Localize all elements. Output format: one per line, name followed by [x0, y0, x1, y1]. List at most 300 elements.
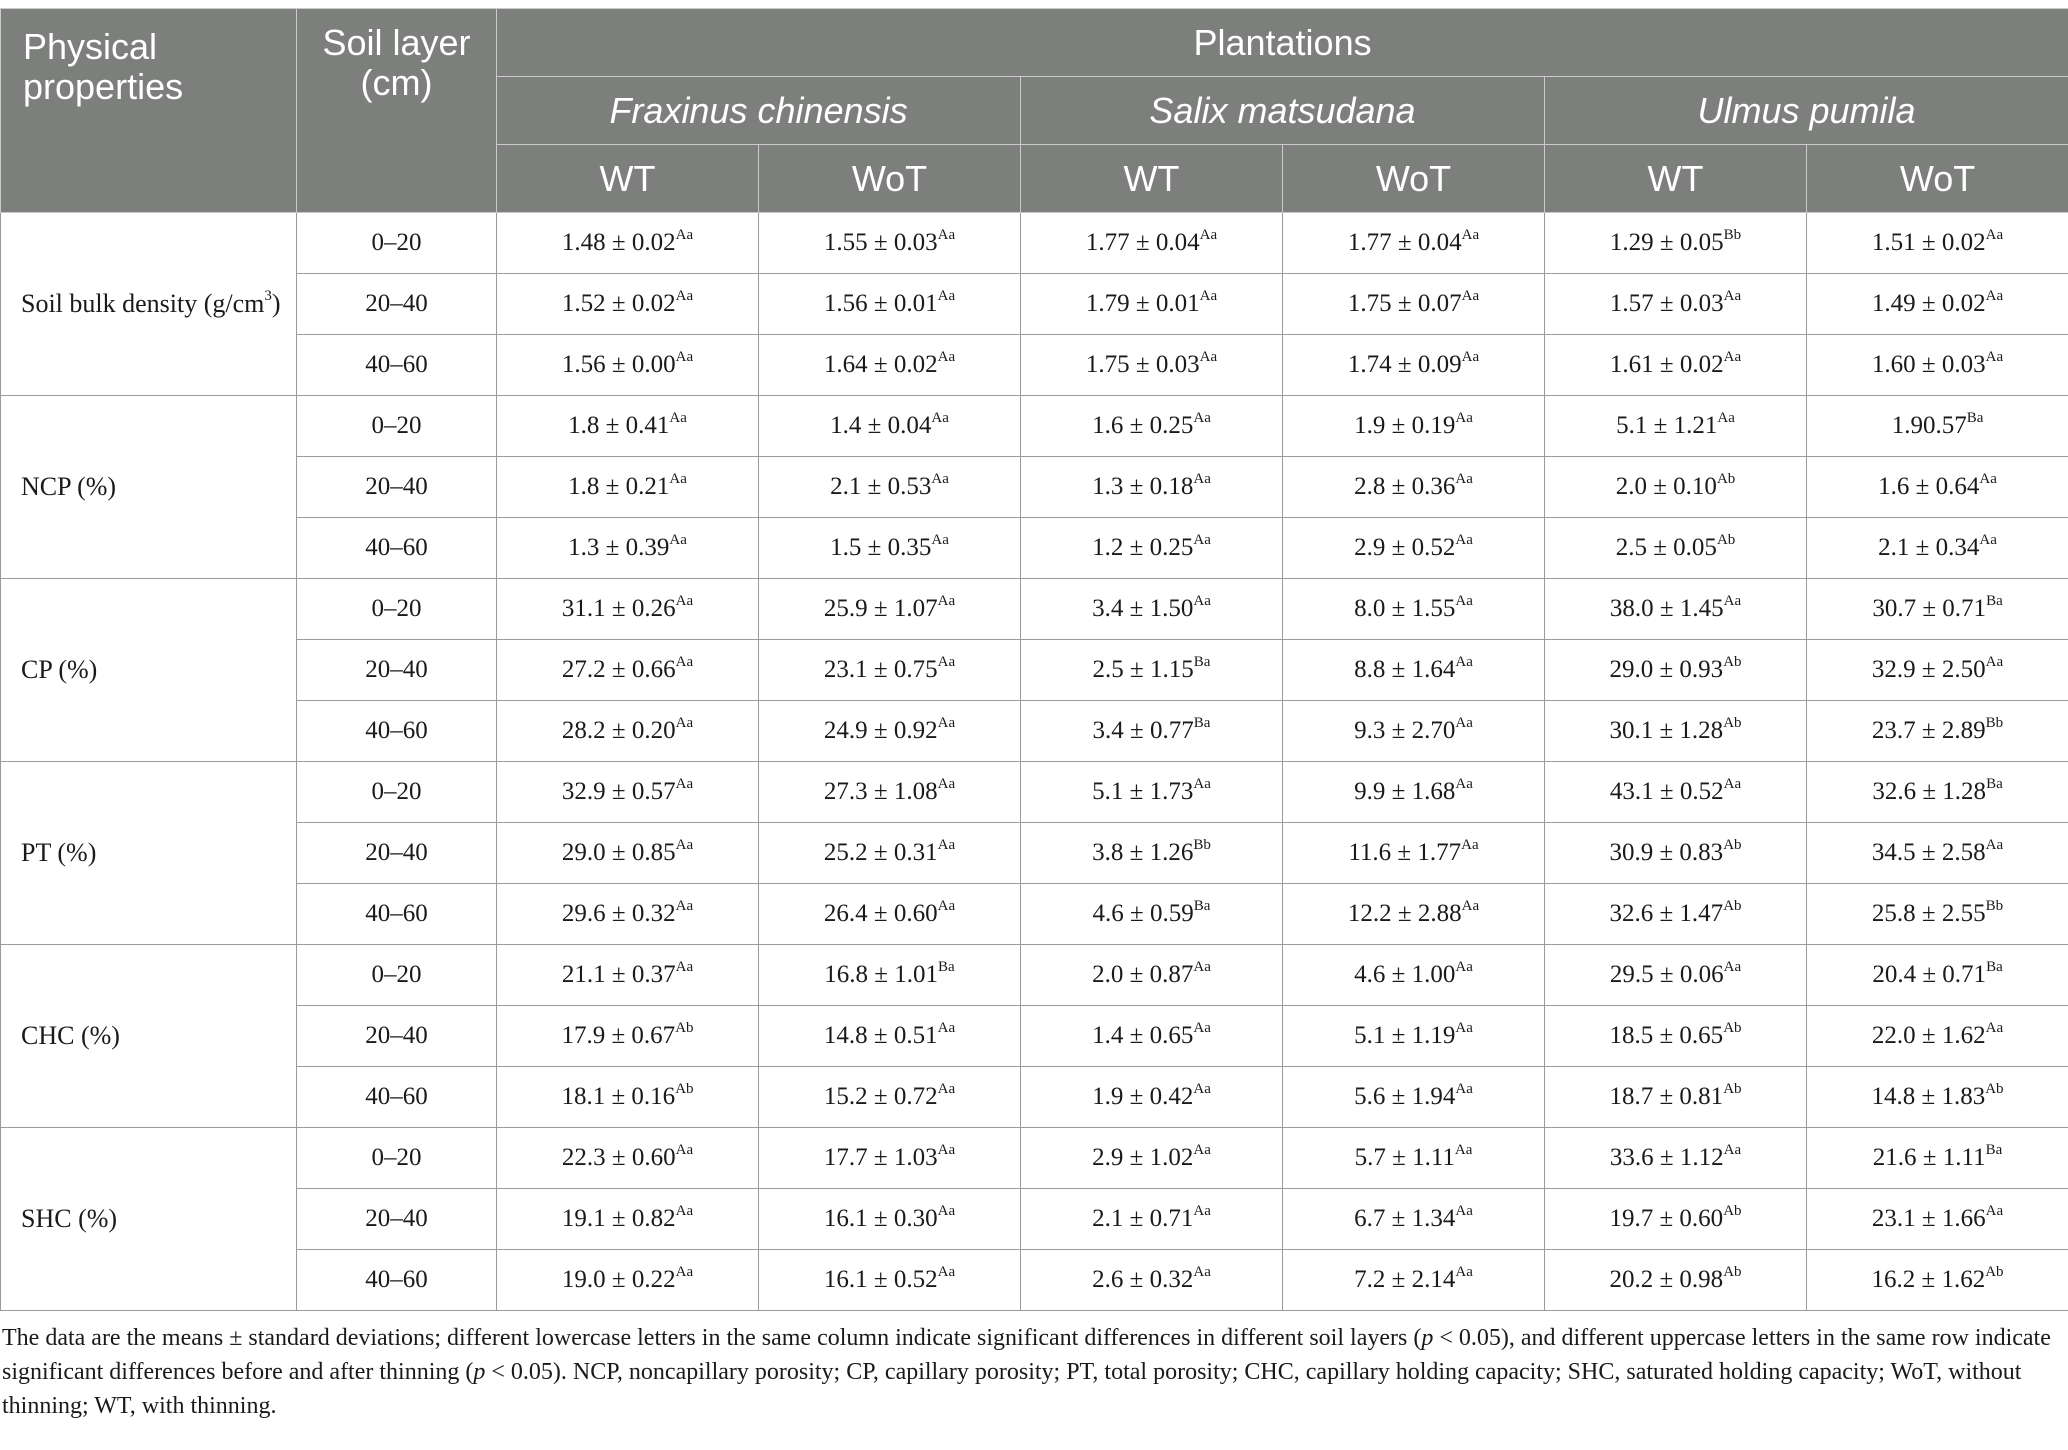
significance-letters: Ba	[1193, 897, 1211, 914]
cell-value: 30.9 ± 0.83	[1609, 839, 1724, 866]
significance-letters: Aa	[1455, 531, 1473, 548]
cell-value: 2.0 ± 0.87	[1092, 961, 1194, 988]
table-row	[1, 884, 2068, 945]
significance-letters: Aa	[1455, 1080, 1473, 1097]
data-cell	[497, 701, 759, 762]
significance-letters: Aa	[937, 836, 956, 853]
cell-value: 24.9 ± 0.92	[823, 717, 938, 744]
significance-letters: Aa	[675, 897, 694, 914]
cell-value: 1.56 ± 0.00	[561, 351, 676, 378]
data-cell	[1807, 335, 2068, 396]
data-cell	[1807, 1128, 2068, 1189]
property-name: CP (%)	[21, 655, 98, 684]
data-cell	[1283, 823, 1545, 884]
significance-letters: Ba	[1966, 409, 1984, 426]
property-name: SHC (%)	[21, 1204, 118, 1233]
cell-value: 1.6 ± 0.64	[1878, 473, 1980, 500]
data-cell	[1283, 701, 1545, 762]
cell-value: 3.4 ± 1.50	[1092, 595, 1194, 622]
data-cell	[497, 884, 759, 945]
significance-letters: Aa	[1193, 1263, 1211, 1280]
significance-letters: Aa	[937, 1202, 956, 1219]
data-cell	[759, 457, 1021, 518]
soil-physical-properties-table	[0, 8, 2068, 1311]
cell-value: 16.2 ± 1.62	[1871, 1266, 1986, 1293]
data-cell	[1807, 640, 2068, 701]
significance-letters: Aa	[1193, 1080, 1211, 1097]
cell-value: 2.5 ± 1.15	[1092, 656, 1194, 683]
table-row	[1, 701, 2068, 762]
significance-letters: Aa	[675, 348, 694, 365]
significance-letters: Aa	[931, 531, 949, 548]
table-container	[0, 8, 2068, 1423]
data-cell	[1807, 1189, 2068, 1250]
cell-value: 6.7 ± 1.34	[1354, 1205, 1456, 1232]
cell-value: 2.9 ± 0.52	[1354, 534, 1456, 561]
significance-letters: Aa	[937, 775, 956, 792]
data-cell	[1021, 396, 1283, 457]
cell-value: 5.7 ± 1.11	[1354, 1144, 1455, 1171]
cell-value: 22.3 ± 0.60	[561, 1144, 676, 1171]
data-cell	[759, 396, 1021, 457]
data-cell	[1021, 762, 1283, 823]
significance-letters: Ab	[1716, 470, 1736, 487]
data-cell	[1545, 518, 1807, 579]
header-physical-properties: Physical properties	[1, 9, 297, 213]
cell-value: 14.8 ± 1.83	[1871, 1083, 1986, 1110]
soil-layer-cell: 20–40	[297, 1189, 497, 1250]
significance-letters: Aa	[675, 592, 694, 609]
cell-value: 1.9 ± 0.42	[1092, 1083, 1194, 1110]
significance-letters: Ab	[1723, 836, 1742, 853]
significance-letters: Aa	[1193, 1202, 1211, 1219]
data-cell	[1807, 884, 2068, 945]
significance-letters: Aa	[1985, 287, 2004, 304]
cell-value: 31.1 ± 0.26	[561, 595, 676, 622]
significance-letters: Aa	[937, 348, 956, 365]
significance-letters: Aa	[1455, 470, 1473, 487]
significance-letters: Aa	[1985, 653, 2004, 670]
significance-letters: Bb	[1985, 714, 2004, 731]
data-cell	[759, 701, 1021, 762]
data-cell	[1021, 274, 1283, 335]
significance-letters: Aa	[1193, 470, 1211, 487]
significance-letters: Aa	[1723, 592, 1742, 609]
data-cell	[1021, 1067, 1283, 1128]
soil-layer-cell: 40–60	[297, 518, 497, 579]
data-cell	[1545, 884, 1807, 945]
data-cell	[1807, 945, 2068, 1006]
data-cell	[1545, 396, 1807, 457]
table-row	[1, 213, 2068, 274]
significance-letters: Ba	[1193, 714, 1211, 731]
cell-value: 19.7 ± 0.60	[1609, 1205, 1724, 1232]
significance-letters: Ba	[938, 958, 955, 975]
significance-letters: Aa	[937, 287, 956, 304]
significance-letters: Aa	[937, 897, 956, 914]
table-row	[1, 457, 2068, 518]
significance-letters: Aa	[1455, 1019, 1473, 1036]
significance-letters: Aa	[675, 836, 694, 853]
significance-letters: Ab	[1723, 897, 1742, 914]
cell-value: 18.5 ± 0.65	[1609, 1022, 1724, 1049]
data-cell	[1283, 274, 1545, 335]
significance-letters: Aa	[1454, 1141, 1473, 1158]
cell-value: 2.0 ± 0.10	[1615, 473, 1717, 500]
cell-value: 25.9 ± 1.07	[823, 595, 938, 622]
cell-value: 1.77 ± 0.04	[1347, 229, 1462, 256]
table-row	[1, 274, 2068, 335]
significance-letters: Ba	[1986, 592, 2003, 609]
data-cell	[1021, 945, 1283, 1006]
table-row	[1, 1067, 2068, 1128]
cell-value: 1.9 ± 0.19	[1354, 412, 1456, 439]
significance-letters: Ab	[675, 1019, 694, 1036]
cell-value: 30.7 ± 0.71	[1872, 595, 1987, 622]
cell-value: 22.0 ± 1.62	[1871, 1022, 1986, 1049]
significance-letters: Aa	[1455, 1263, 1473, 1280]
data-cell	[1021, 335, 1283, 396]
data-cell	[1545, 945, 1807, 1006]
data-cell	[1283, 1250, 1545, 1311]
cell-value: 1.8 ± 0.41	[568, 412, 670, 439]
soil-layer-cell: 40–60	[297, 1250, 497, 1311]
data-cell	[1283, 1128, 1545, 1189]
data-cell	[1283, 1006, 1545, 1067]
soil-layer-cell: 0–20	[297, 762, 497, 823]
footnote-text: < 0.05). NCP, noncapillary porosity; CP, capillary porosity; PT, total porosity; CHC, capillary holding capacity; SHC, saturated holding capacity; WoT, without thinning; WT, with thinning.	[2, 1359, 2022, 1419]
data-cell	[497, 640, 759, 701]
data-cell	[1283, 884, 1545, 945]
significance-letters: Aa	[1199, 348, 1218, 365]
footnote-text: < 0.05), and different uppercase letters in the same row indicate significant differences before and after thinning (	[2, 1325, 2051, 1385]
significance-letters: Aa	[931, 470, 949, 487]
significance-letters: Aa	[937, 653, 956, 670]
significance-letters: Aa	[937, 1263, 956, 1280]
soil-layer-cell: 40–60	[297, 884, 497, 945]
cell-value: 5.1 ± 1.73	[1092, 778, 1194, 805]
data-cell	[497, 945, 759, 1006]
table-row	[1, 1006, 2068, 1067]
cell-value: 1.4 ± 0.65	[1092, 1022, 1194, 1049]
header-species-salix: Salix matsudana	[1021, 77, 1545, 145]
data-cell	[1807, 213, 2068, 274]
data-cell	[1021, 213, 1283, 274]
cell-value: 18.1 ± 0.16	[561, 1083, 676, 1110]
header-treatment: WT	[1545, 145, 1807, 213]
header-treatment: WoT	[1807, 145, 2068, 213]
data-cell	[497, 823, 759, 884]
cell-value: 1.61 ± 0.02	[1609, 351, 1724, 378]
property-label	[1, 762, 297, 945]
header-treatment: WoT	[759, 145, 1021, 213]
cell-value: 1.29 ± 0.05	[1609, 229, 1724, 256]
significance-letters: Ab	[1985, 1080, 2004, 1097]
data-cell	[1807, 1006, 2068, 1067]
significance-letters: Aa	[1461, 836, 1479, 853]
significance-letters: Ab	[1985, 1263, 2004, 1280]
significance-letters: Aa	[1985, 348, 2004, 365]
significance-letters: Bb	[1193, 836, 1211, 853]
data-cell	[1021, 518, 1283, 579]
cell-value: 1.52 ± 0.02	[561, 290, 676, 317]
cell-value: 29.5 ± 0.06	[1609, 961, 1724, 988]
significance-letters: Aa	[675, 714, 694, 731]
cell-value: 20.4 ± 0.71	[1872, 961, 1987, 988]
significance-letters: Aa	[675, 226, 694, 243]
header-treatment: WT	[497, 145, 759, 213]
cell-value: 9.9 ± 1.68	[1354, 778, 1456, 805]
data-cell	[1021, 884, 1283, 945]
significance-letters: Aa	[1723, 1141, 1742, 1158]
significance-letters: Aa	[937, 1019, 956, 1036]
soil-layer-cell: 0–20	[297, 1128, 497, 1189]
cell-value: 2.6 ± 0.32	[1092, 1266, 1194, 1293]
significance-letters: Aa	[1985, 836, 2004, 853]
cell-value: 33.6 ± 1.12	[1609, 1144, 1724, 1171]
data-cell	[759, 640, 1021, 701]
significance-letters: Aa	[1985, 226, 2004, 243]
soil-layer-cell: 40–60	[297, 701, 497, 762]
data-cell	[759, 1250, 1021, 1311]
significance-letters: Aa	[937, 714, 956, 731]
data-cell	[1283, 1067, 1545, 1128]
cell-value: 2.1 ± 0.34	[1878, 534, 1980, 561]
cell-value: 1.60 ± 0.03	[1871, 351, 1986, 378]
significance-letters: Aa	[1193, 958, 1211, 975]
significance-letters: Aa	[675, 775, 694, 792]
significance-letters: Ba	[1986, 958, 2003, 975]
cell-value: 5.1 ± 1.21	[1616, 412, 1718, 439]
table-body	[1, 213, 2068, 1311]
data-cell	[497, 335, 759, 396]
data-cell	[1545, 457, 1807, 518]
property-label	[1, 945, 297, 1128]
significance-letters: Aa	[937, 226, 956, 243]
significance-letters: Aa	[1461, 226, 1480, 243]
cell-value: 1.2 ± 0.25	[1092, 534, 1194, 561]
significance-letters: Bb	[1985, 897, 2004, 914]
cell-value: 1.49 ± 0.02	[1871, 290, 1986, 317]
data-cell	[1545, 762, 1807, 823]
significance-letters: Aa	[1461, 897, 1480, 914]
cell-value: 19.0 ± 0.22	[561, 1266, 676, 1293]
cell-value: 29.0 ± 0.93	[1609, 656, 1724, 683]
header-treatment: WoT	[1283, 145, 1545, 213]
data-cell	[1021, 579, 1283, 640]
soil-layer-cell: 20–40	[297, 640, 497, 701]
data-cell	[759, 335, 1021, 396]
data-cell	[1545, 1189, 1807, 1250]
cell-value: 25.2 ± 0.31	[823, 839, 938, 866]
cell-value: 7.2 ± 2.14	[1354, 1266, 1456, 1293]
data-cell	[1283, 640, 1545, 701]
header-plantations: Plantations	[497, 9, 2068, 77]
cell-value: 38.0 ± 1.45	[1609, 595, 1724, 622]
data-cell	[1807, 579, 2068, 640]
significance-letters: Aa	[675, 1263, 694, 1280]
cell-value: 5.1 ± 1.19	[1354, 1022, 1456, 1049]
data-cell	[497, 457, 759, 518]
significance-letters: Aa	[1193, 409, 1211, 426]
cell-value: 21.1 ± 0.37	[561, 961, 676, 988]
cell-value: 23.1 ± 0.75	[823, 656, 938, 683]
cell-value: 17.7 ± 1.03	[823, 1144, 938, 1171]
significance-letters: Aa	[937, 1080, 956, 1097]
significance-letters: Aa	[1723, 348, 1742, 365]
cell-value: 1.75 ± 0.03	[1085, 351, 1200, 378]
cell-value: 4.6 ± 0.59	[1092, 900, 1194, 927]
cell-value: 1.57 ± 0.03	[1609, 290, 1724, 317]
cell-value: 27.2 ± 0.66	[561, 656, 676, 683]
data-cell	[497, 1128, 759, 1189]
significance-letters: Aa	[1723, 287, 1742, 304]
significance-letters: Aa	[1193, 775, 1211, 792]
cell-value: 4.6 ± 1.00	[1354, 961, 1456, 988]
soil-layer-cell: 40–60	[297, 335, 497, 396]
data-cell	[759, 1067, 1021, 1128]
table-row	[1, 945, 2068, 1006]
cell-value: 29.0 ± 0.85	[561, 839, 676, 866]
data-cell	[1545, 823, 1807, 884]
significance-letters: Aa	[1455, 1202, 1473, 1219]
property-label	[1, 579, 297, 762]
data-cell	[1807, 274, 2068, 335]
significance-letters: Bb	[1723, 226, 1742, 243]
cell-value: 5.6 ± 1.94	[1354, 1083, 1456, 1110]
cell-value: 19.1 ± 0.82	[561, 1205, 676, 1232]
significance-letters: Aa	[1199, 287, 1218, 304]
cell-value: 16.1 ± 0.52	[823, 1266, 938, 1293]
cell-value: 3.8 ± 1.26	[1092, 839, 1194, 866]
data-cell	[1807, 457, 2068, 518]
property-unit-exponent: 3	[264, 288, 272, 305]
data-cell	[1021, 457, 1283, 518]
table-row	[1, 762, 2068, 823]
cell-value: 23.1 ± 1.66	[1871, 1205, 1986, 1232]
data-cell	[1545, 335, 1807, 396]
data-cell	[759, 823, 1021, 884]
cell-value: 12.2 ± 2.88	[1347, 900, 1462, 927]
property-label	[1, 396, 297, 579]
cell-value: 29.6 ± 0.32	[561, 900, 676, 927]
significance-letters: Ab	[1723, 714, 1742, 731]
property-name: NCP (%)	[21, 472, 117, 501]
cell-value: 2.5 ± 0.05	[1615, 534, 1717, 561]
data-cell	[497, 1067, 759, 1128]
significance-letters: Aa	[675, 958, 694, 975]
significance-letters: Ab	[1716, 531, 1736, 548]
table-row	[1, 640, 2068, 701]
cell-value: 15.2 ± 0.72	[823, 1083, 938, 1110]
significance-letters: Aa	[1461, 348, 1480, 365]
significance-letters: Ba	[1985, 1141, 2003, 1158]
cell-value: 1.51 ± 0.02	[1871, 229, 1986, 256]
significance-letters: Aa	[1199, 226, 1218, 243]
cell-value: 1.8 ± 0.21	[568, 473, 670, 500]
cell-value: 1.5 ± 0.35	[830, 534, 932, 561]
significance-letters: Ba	[1986, 775, 2003, 792]
significance-letters: Ab	[1723, 1202, 1742, 1219]
table-row	[1, 1250, 2068, 1311]
cell-value: 21.6 ± 1.11	[1872, 1144, 1986, 1171]
cell-value: 8.0 ± 1.55	[1354, 595, 1456, 622]
data-cell	[1021, 1189, 1283, 1250]
header-soil-layer: Soil layer (cm)	[297, 9, 497, 213]
table-row	[1, 823, 2068, 884]
cell-value: 28.2 ± 0.20	[561, 717, 676, 744]
significance-letters: Aa	[1979, 531, 1997, 548]
soil-layer-cell: 40–60	[297, 1067, 497, 1128]
header-species-ulmus: Ulmus pumila	[1545, 77, 2068, 145]
data-cell	[1807, 701, 2068, 762]
cell-value: 1.56 ± 0.01	[823, 290, 938, 317]
soil-layer-cell: 0–20	[297, 945, 497, 1006]
significance-letters: Aa	[1455, 653, 1473, 670]
significance-letters: Aa	[1193, 592, 1211, 609]
significance-letters: Ab	[1723, 653, 1742, 670]
data-cell	[1807, 518, 2068, 579]
cell-value: 23.7 ± 2.89	[1871, 717, 1986, 744]
data-cell	[1545, 274, 1807, 335]
cell-value: 17.9 ± 0.67	[561, 1022, 676, 1049]
cell-value: 1.48 ± 0.02	[561, 229, 676, 256]
data-cell	[497, 213, 759, 274]
cell-value: 1.77 ± 0.04	[1085, 229, 1200, 256]
data-cell	[1545, 1067, 1807, 1128]
property-label	[1, 1128, 297, 1311]
data-cell	[1807, 823, 2068, 884]
significance-letters: Aa	[1979, 470, 1997, 487]
data-cell	[1021, 1250, 1283, 1311]
property-name-tail: )	[271, 289, 281, 318]
data-cell	[1807, 1250, 2068, 1311]
cell-value: 2.9 ± 1.02	[1092, 1144, 1194, 1171]
data-cell	[1283, 1189, 1545, 1250]
significance-letters: Aa	[669, 470, 687, 487]
significance-letters: Aa	[1985, 1202, 2004, 1219]
data-cell	[1021, 1128, 1283, 1189]
data-cell	[497, 274, 759, 335]
significance-letters: Aa	[1455, 409, 1473, 426]
cell-value: 1.75 ± 0.07	[1347, 290, 1462, 317]
footnote-p: p	[473, 1359, 486, 1385]
cell-value: 18.7 ± 0.81	[1609, 1083, 1724, 1110]
property-name: PT (%)	[21, 838, 97, 867]
data-cell	[1545, 1006, 1807, 1067]
soil-layer-cell: 0–20	[297, 579, 497, 640]
data-cell	[1021, 823, 1283, 884]
data-cell	[1283, 945, 1545, 1006]
header-species-fraxinus: Fraxinus chinensis	[497, 77, 1021, 145]
significance-letters: Aa	[675, 1202, 694, 1219]
significance-letters: Aa	[1193, 1019, 1211, 1036]
data-cell	[1021, 701, 1283, 762]
cell-value: 32.9 ± 0.57	[561, 778, 676, 805]
cell-value: 2.1 ± 0.71	[1092, 1205, 1194, 1232]
data-cell	[497, 579, 759, 640]
soil-layer-cell: 20–40	[297, 457, 497, 518]
table-row	[1, 579, 2068, 640]
data-cell	[1545, 1250, 1807, 1311]
cell-value: 2.8 ± 0.36	[1354, 473, 1456, 500]
table-row	[1, 396, 2068, 457]
data-cell	[1283, 518, 1545, 579]
cell-value: 2.1 ± 0.53	[830, 473, 932, 500]
soil-layer-cell: 0–20	[297, 396, 497, 457]
significance-letters: Ba	[1193, 653, 1211, 670]
data-cell	[497, 396, 759, 457]
